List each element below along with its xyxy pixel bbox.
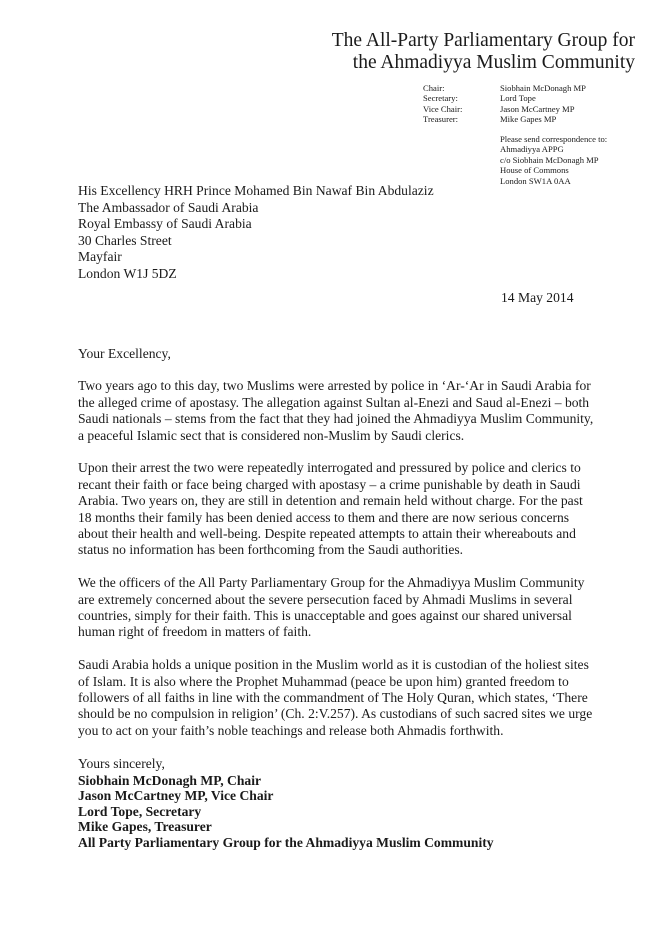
recipient-line: London W1J 5DZ [78,265,177,281]
recipient-line: The Ambassador of Saudi Arabia [78,199,259,215]
signature-line: All Party Parliamentary Group for the Ahmadiyya Muslim Community [78,834,494,850]
signature-line: Jason McCartney MP, Vice Chair [78,788,274,804]
signature-line: Mike Gapes, Treasurer [78,819,212,835]
officer-role: Secretary: [423,93,458,104]
salutation: Your Excellency, [78,346,171,361]
officer-row [423,104,586,114]
letter-date: 14 May 2014 [501,290,574,305]
correspondence-line: Please send correspondence to: [500,134,608,144]
recipient-line: His Excellency HRH Prince Mohamed Bin Nawaf Bin Abdulaziz [78,183,434,198]
correspondence-line: Ahmadiyya APPG [500,144,564,155]
officers-list [423,83,586,125]
letterhead-line-2: the Ahmadiyya Muslim Community [352,52,635,73]
officer-row [423,93,586,103]
officer-name: Siobhain McDonagh MP [500,83,586,93]
closing: Yours sincerely, [78,755,165,771]
officer-name: Mike Gapes MP [500,114,557,125]
body-paragraph-3: We the officers of the All Party Parliamentary Group for the Ahmadiyya Muslim Community are extremely concerned about the severe persecution faced by Ahmadi Muslims in several countries, simply for their faith. This is unacceptable and goes against our shared universal human right of freedom in matters of faith. [78,575,585,640]
recipient-line: Royal Embassy of Saudi Arabia [78,216,252,232]
letterhead [332,30,635,74]
officer-name: Lord Tope [500,93,536,104]
recipient-line: 30 Charles Street [78,232,172,248]
body-paragraph-2: Upon their arrest the two were repeatedly interrogated and pressured by police and clerics to recant their faith or face being charged with apostasy – a crime punishable by death in Saudi Arabia. Two years on, they are still in detention and remain held without charge. For the past 18 months their family has been denied access to them and there are now serious concerns about their health and well-being. Despite repeated attempts to attain their whereabouts and status no information has been forthcoming from the Saudi authorities. [78,460,583,558]
officer-row [423,114,586,124]
officer-name: Jason McCartney MP [500,103,575,114]
signature-block [78,773,494,850]
letter-body [78,346,598,788]
officer-role: Vice Chair: [423,103,463,114]
signature-line: Siobhain McDonagh MP, Chair [78,773,262,788]
correspondence-line: c/o Siobhain McDonagh MP [500,154,599,165]
body-paragraph-1: Two years ago to this day, two Muslims were arrested by police in ‘Ar-‘Ar in Saudi Arabia for the alleged crime of apostasy. The allegation against Sultan al-Enezi and Saud al-Enezi – both Saudi nationals – stems from the fact that they had joined the Ahmadiyya Muslim Community, a peaceful Islamic sect that is considered non-Muslim by Saudi clerics. [78,378,594,443]
officer-row [423,83,586,93]
letterhead-line-1: The All-Party Parliamentary Group for [331,30,635,51]
officer-role: Treasurer: [423,114,459,125]
correspondence-address [500,134,607,186]
body-paragraph-4: Saudi Arabia holds a unique position in the Muslim world as it is custodian of the holiest sites of Islam. It is also where the Prophet Muhammad (peace be upon him) granted freedom to followers of all faiths in line with the commandment of The Holy Quran, which states, ‘There should be no compulsion in religion’ (Ch. 2:V.257). As custodians of such sacred sites we urge you to act on your faith’s noble teachings and release both Ahmadis forthwith. [78,657,593,738]
recipient-line: Mayfair [78,249,122,265]
correspondence-line: House of Commons [500,165,569,176]
correspondence-line: London SW1A 0AA [500,175,571,186]
recipient-address [78,183,434,283]
signature-line: Lord Tope, Secretary [78,803,202,819]
officer-role: Chair: [423,83,445,93]
